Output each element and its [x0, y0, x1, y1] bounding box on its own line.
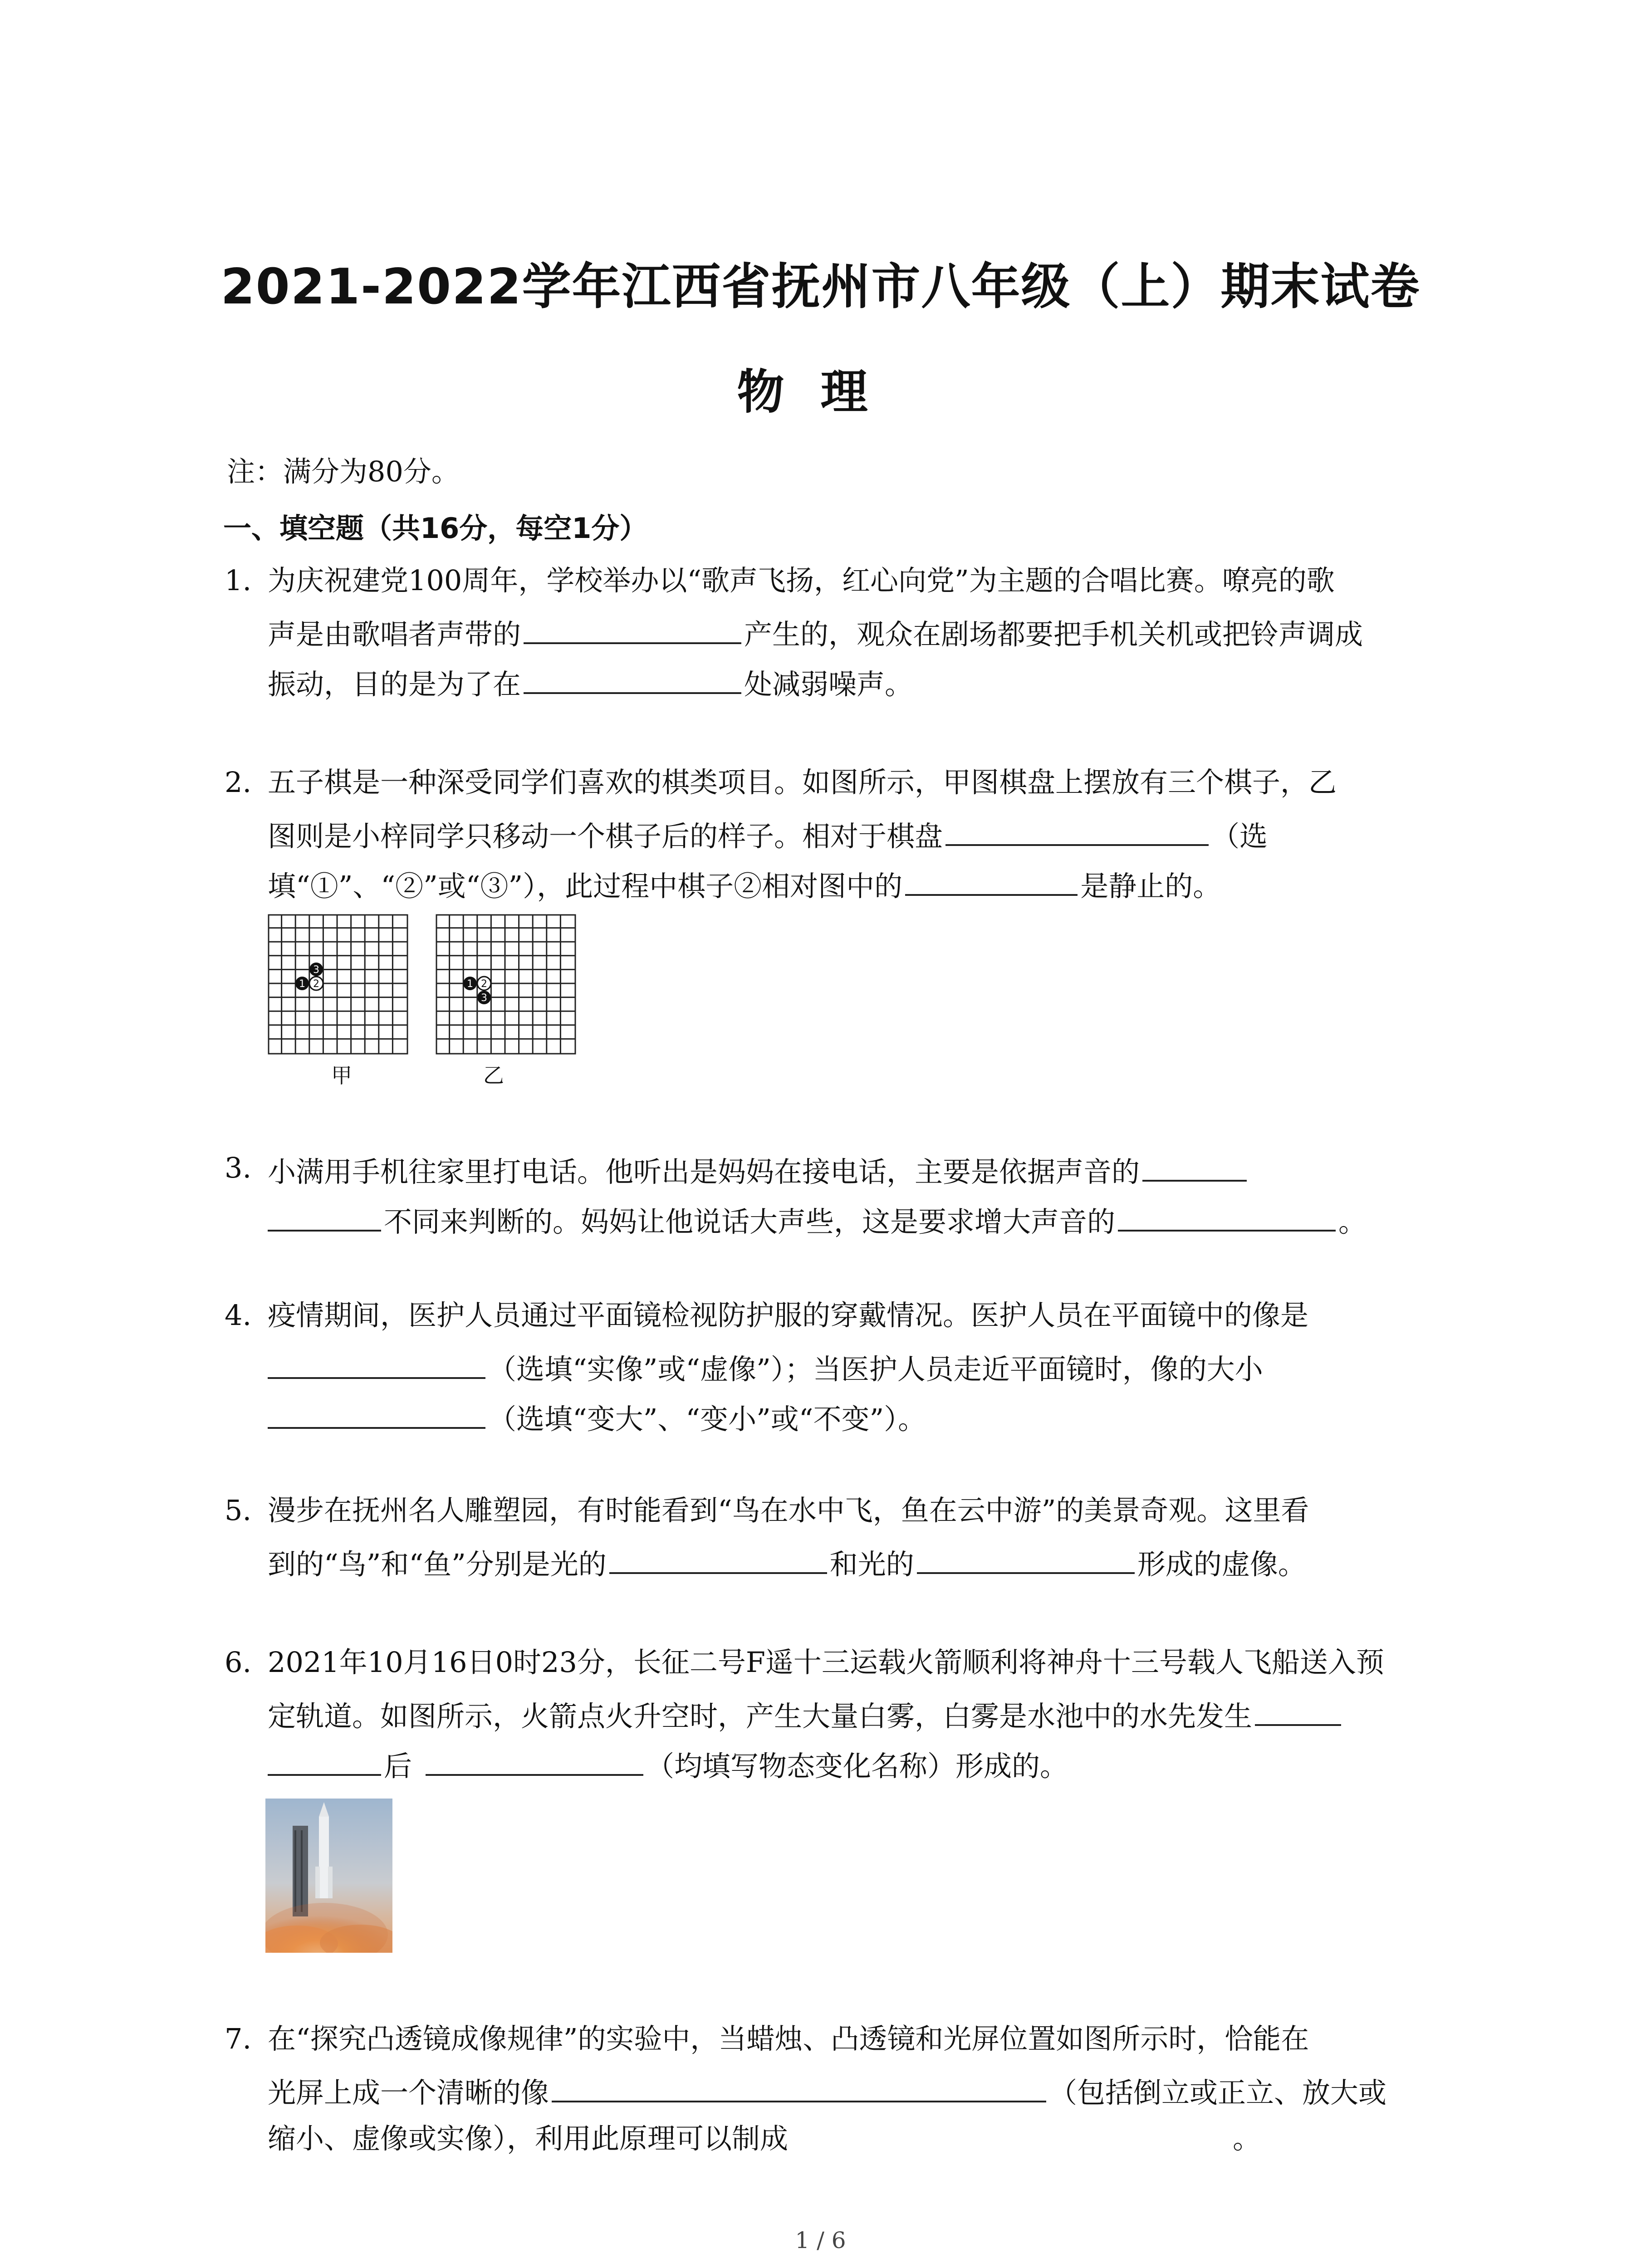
question-number: 3. [225, 1151, 252, 1184]
figure-label-b: 乙 [483, 1063, 504, 1088]
q6-line2 [268, 1694, 1344, 1735]
q2-text-c: 填“①”、“②”或“③”），此过程中棋子②相对图中的 [268, 870, 903, 903]
q1-text-b: 产生的，观众在剧场都要把手机关机或把铃声调成 [744, 618, 1363, 651]
q1-blank-2[interactable] [524, 662, 741, 694]
q1-text-a: 声是由歌唱者声带的 [268, 618, 521, 651]
q1-line1: 为庆祝建党100周年，学校举办以“歌声飞扬，红心向党”为主题的合唱比赛。嘹亮的歌 [268, 564, 1335, 597]
q7-text-a: 光屏上成一个清晰的像 [268, 2076, 549, 2109]
section-heading: 一、填空题（共16分，每空1分） [223, 512, 648, 545]
q6-text-c: （均填写物态变化名称）形成的。 [646, 1750, 1068, 1783]
page-number: 1 / 6 [795, 2227, 846, 2253]
question-number: 2. [225, 766, 252, 799]
q3-blank-1a[interactable] [1142, 1150, 1247, 1182]
q2-text-b: （选 [1211, 820, 1268, 853]
q6-line1: 2021年10月16日0时23分，长征二号F遥十三运载火箭顺利将神舟十三号载人飞船送入预 [268, 1646, 1384, 1679]
q6-text-b: 后 [384, 1750, 412, 1783]
q4-line2 [268, 1347, 1263, 1388]
stone-1 [295, 977, 309, 990]
q5-text-c: 形成的虚像。 [1137, 1548, 1306, 1581]
q3-blank-2[interactable] [1118, 1200, 1336, 1232]
svg-text:2: 2 [481, 978, 487, 990]
q2-text-a: 图则是小梓同学只移动一个棋子后的样子。相对于棋盘 [268, 820, 943, 853]
question-number: 1. [225, 564, 252, 597]
question-number: 7. [225, 2022, 252, 2055]
q3-text-c: 。 [1338, 1205, 1367, 1238]
q2-blank-2[interactable] [905, 864, 1078, 896]
q7-line1: 在“探究凸透镜成像规律”的实验中，当蜡烛、凸透镜和光屏位置如图所示时，恰能在 [268, 2022, 1309, 2055]
q1-line3 [268, 662, 913, 703]
q2-line1: 五子棋是一种深受同学们喜欢的棋类项目。如图所示，甲图棋盘上摆放有三个棋子，乙 [268, 766, 1337, 799]
svg-text:1: 1 [467, 978, 473, 990]
q6-line3 [268, 1744, 1068, 1784]
svg-text:1: 1 [299, 978, 305, 990]
q4-line1: 疫情期间，医护人员通过平面镜检视防护服的穿戴情况。医护人员在平面镜中的像是 [268, 1299, 1309, 1332]
q7-line3 [268, 2121, 1261, 2157]
q2-line2 [268, 814, 1268, 855]
q4-blank-2[interactable] [268, 1397, 485, 1429]
gomoku-board-a [268, 914, 408, 1055]
figure-label-a: 甲 [331, 1063, 352, 1088]
q2-text-d: 是静止的。 [1080, 870, 1221, 903]
stone-3 [477, 991, 491, 1004]
q6-blank-1a[interactable] [1255, 1694, 1341, 1726]
q7-text-d: 。 [1233, 2122, 1261, 2155]
q7-line2 [268, 2071, 1386, 2111]
q3-text-a: 小满用手机往家里打电话。他听出是妈妈在接电话，主要是依据声音的 [268, 1155, 1140, 1188]
question-number: 5. [225, 1494, 252, 1527]
q7-blank-1[interactable] [552, 2071, 1046, 2102]
question-number: 4. [225, 1299, 252, 1332]
q3-line2 [268, 1200, 1367, 1240]
q1-blank-1[interactable] [524, 612, 741, 644]
svg-text:3: 3 [313, 964, 319, 976]
stone-2 [477, 977, 491, 990]
rocket-launch-image [265, 1799, 392, 1953]
q5-line1: 漫步在抚州名人雕塑园，有时能看到“鸟在水中飞，鱼在云中游”的美景奇观。这里看 [268, 1494, 1309, 1527]
q2-line3 [268, 864, 1221, 904]
score-note: 注：满分为80分。 [227, 455, 460, 488]
q6-blank-2[interactable] [426, 1744, 643, 1776]
svg-text:2: 2 [313, 978, 319, 990]
q1-text-d: 处减弱噪声。 [744, 668, 913, 701]
q4-text-b: （选填“实像”或“虚像”）；当医护人员走近平面镜时，像的大小 [488, 1353, 1263, 1386]
q1-line2 [268, 612, 1363, 653]
q5-text-a: 到的“鸟”和“鱼”分别是光的 [268, 1548, 607, 1581]
gomoku-board-b [436, 914, 576, 1055]
q5-text-b: 和光的 [829, 1548, 914, 1581]
q3-blank-1b[interactable] [268, 1200, 381, 1232]
subject-title: 物理 [737, 364, 904, 420]
q4-text-c: （选填“变大”、“变小”或“不变”）。 [488, 1403, 926, 1436]
q7-text-b: （包括倒立或正立、放大或 [1049, 2076, 1387, 2109]
q7-text-c: 缩小、虚像或实像），利用此原理可以制成 [268, 2122, 789, 2155]
q5-blank-2[interactable] [917, 1542, 1135, 1574]
q3-text-b: 不同来判断的。妈妈让他说话大声些，这是要求增大声音的 [384, 1205, 1116, 1238]
q6-blank-1b[interactable] [268, 1744, 381, 1776]
question-number: 6. [225, 1646, 252, 1679]
q6-text-a: 定轨道。如图所示，火箭点火升空时，产生大量白雾，白雾是水池中的水先发生 [268, 1700, 1253, 1733]
q3-line1 [268, 1150, 1249, 1190]
q2-blank-1[interactable] [945, 814, 1209, 846]
stone-2 [309, 977, 323, 990]
q5-line2 [268, 1542, 1306, 1583]
q4-line3 [268, 1397, 926, 1437]
q1-text-c: 振动，目的是为了在 [268, 668, 521, 701]
page-title: 2021-2022学年江西省抚州市八年级（上）期末试卷 [220, 259, 1421, 315]
svg-text:3: 3 [481, 992, 487, 1004]
q4-blank-1[interactable] [268, 1347, 485, 1379]
stone-1 [463, 977, 477, 990]
stone-3 [309, 963, 323, 976]
q5-blank-1[interactable] [609, 1542, 827, 1574]
